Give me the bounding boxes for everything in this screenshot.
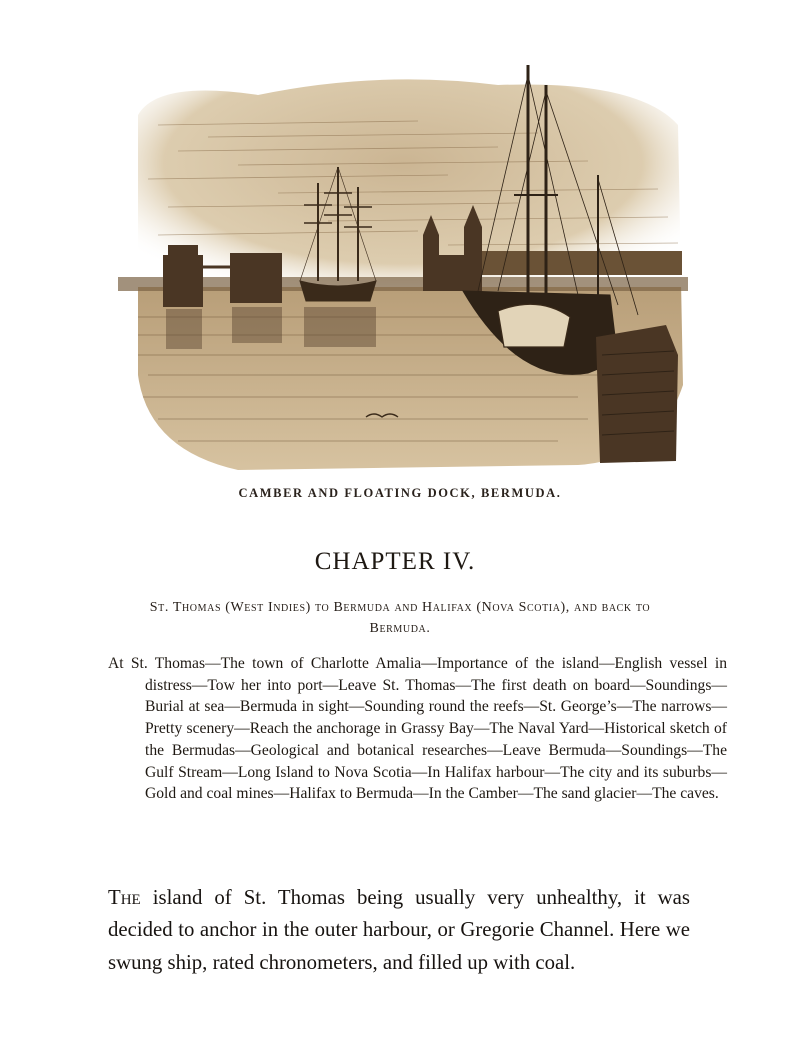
illustration-caption: CAMBER AND FLOATING DOCK, BERMUDA.	[238, 486, 562, 500]
chapter-title: CHAPTER IV.	[314, 548, 476, 575]
body-paragraph	[108, 882, 690, 979]
chapter-summary: At St. Thomas—The town of Charlotte Amalia—Importance of the island—English vessel in distress—Tow her into port—Leave St. Thomas—The first death on board—Soundings—Burial at sea—Bermuda in sight—Sounding round the reefs—St. George’s—The narrows—Pretty scenery—Reach the anchorage in Grassy Bay—The Naval Yard—Historical sketch of the Bermudas—Geological and botanical researches—Leave Bermuda—Soundings—The Gulf Stream—Long Island to Nova Scotia—In Halifax harbour—The city and its suburbs—Gold and coal mines—Halifax to Bermuda—In the Camber—The sand glacier—The caves.	[108, 655, 727, 803]
lead-word: The	[108, 886, 141, 909]
chapter-subtitle: St. Thomas (West Indies) to Bermuda and Halifax (Nova Scotia), and back to Bermuda.	[149, 600, 651, 636]
harbour-engraving	[118, 55, 688, 475]
body-text: island of St. Thomas being usually very unhealthy, it was decided to anchor in the outer harbour, or Gregorie Channel. Here we swung ship, rated chronometers, and filled up with coal.	[108, 886, 690, 974]
